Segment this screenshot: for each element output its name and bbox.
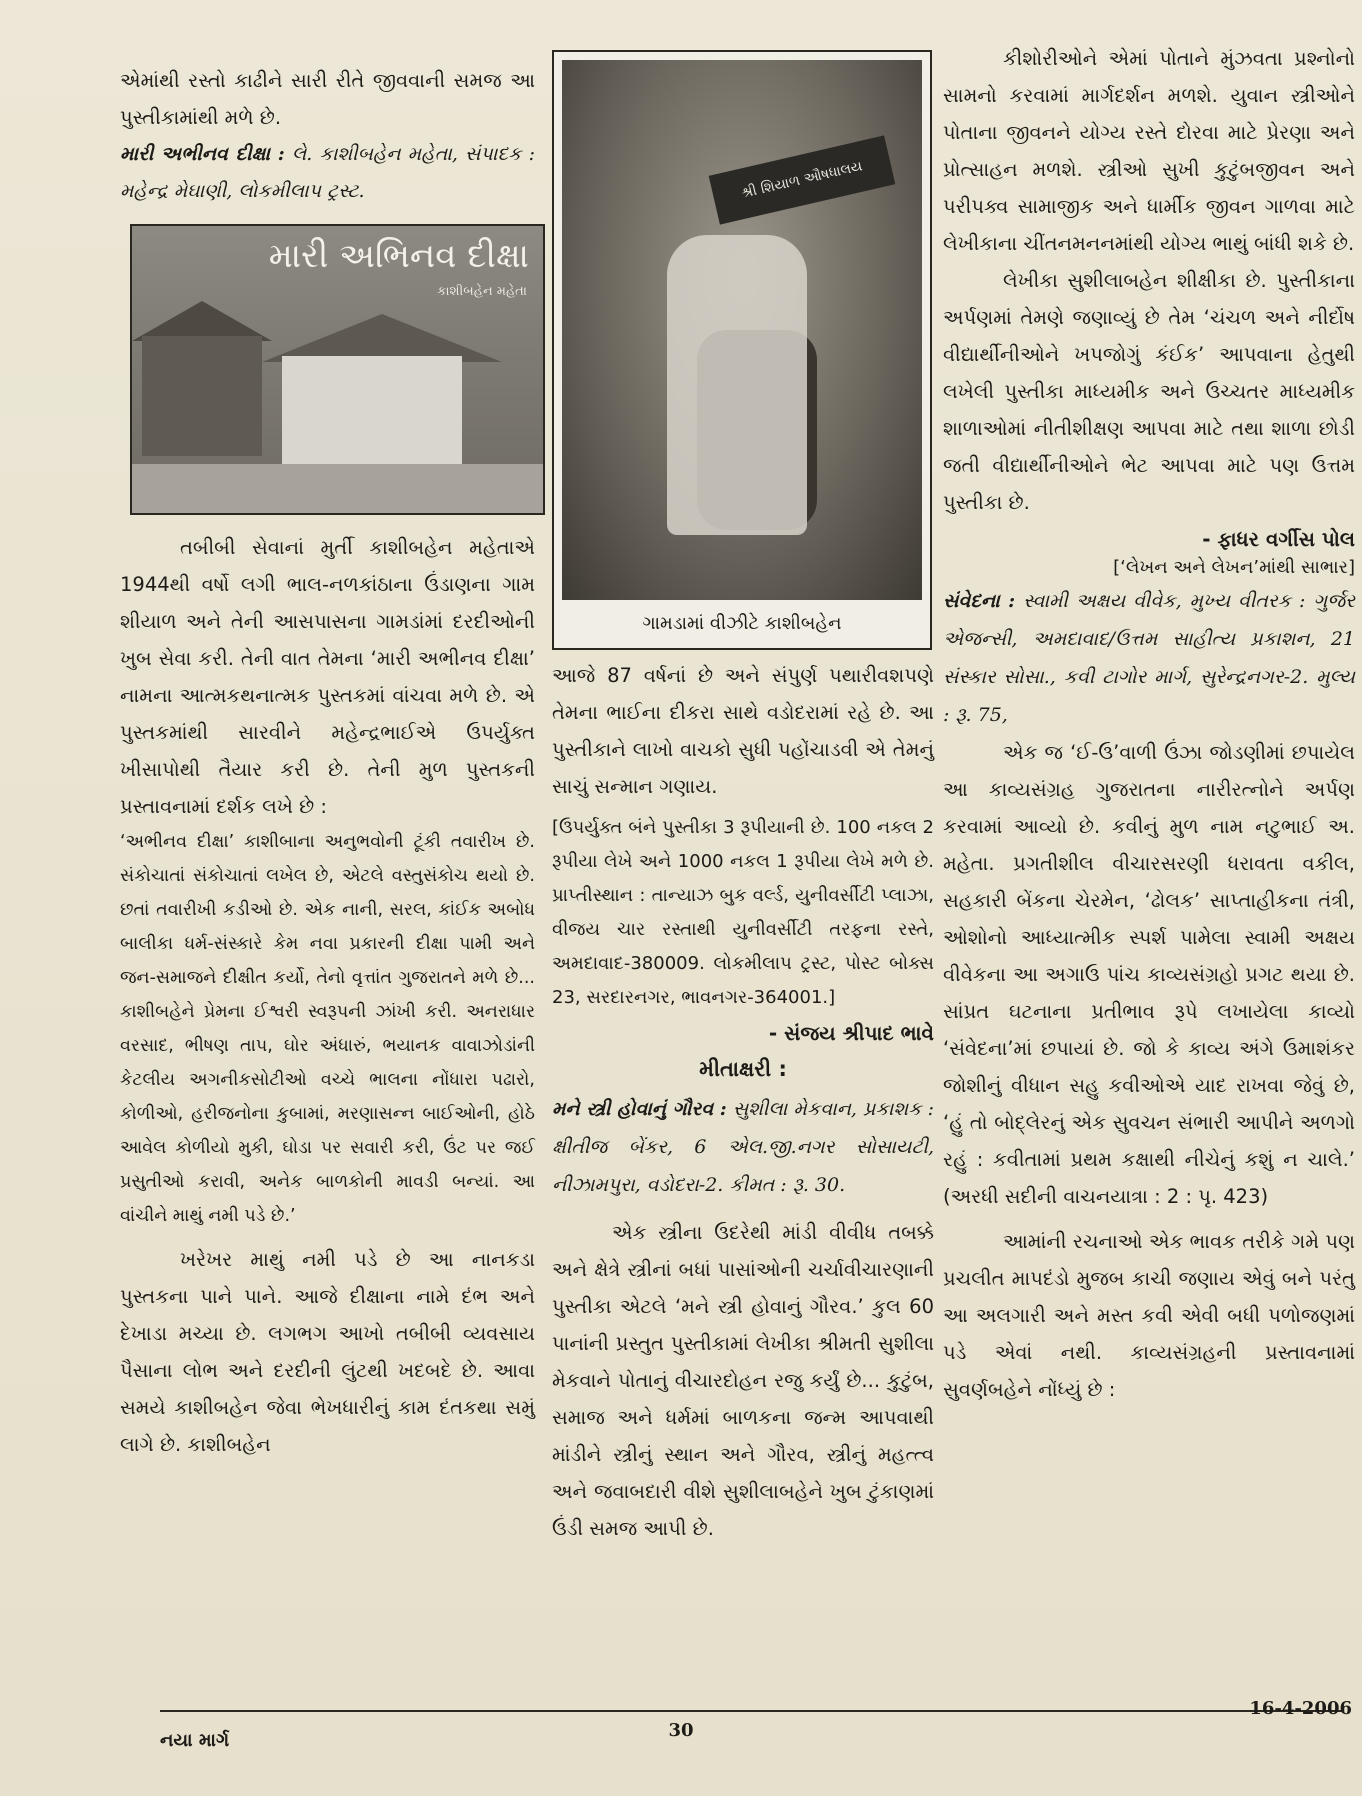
paragraph: આજે 87 વર્ષનાં છે અને સંપુર્ણ પથારીવશપણે તેમના ભાઈના દીકરા સાથે વડોદરામાં રહે છે. આ પુસ્તીકાને લાખો વાચકો સુધી પહોંચાડવી એ તેમનું સાચું સન્માન ગણાય. [552, 664, 934, 798]
hut-roof [262, 314, 502, 362]
book-entry-details: લે. કાશીબહેન મહેતા, સંપાદક : મહેન્દ્ર મેઘાણી, લોકમીલાપ ટ્રસ્ટ. [120, 143, 536, 202]
column-right [943, 40, 1355, 1408]
book-cover-author: કાશીબહેન મહેતા [437, 284, 527, 299]
book-cover-image [130, 224, 545, 515]
book-entry [552, 1090, 934, 1204]
ground [132, 464, 543, 514]
book-cover-title: મારી અભિનવ દીક્ષા [268, 236, 529, 276]
page-number: 30 [668, 1720, 694, 1741]
book-entry [943, 582, 1355, 734]
book-entry-title: સંવેદના : [943, 590, 1016, 612]
book-entry-details: સ્વામી અક્ષય વીવેક, મુખ્ય વીતરક : ગુર્જર એજન્સી, અમદાવાદ/ઉત્તમ સાહીત્ય પ્રકાશન, 21 સંસ્કાર સોસા., કવી ટાગોર માર્ગ, સુરેન્દ્રનગર-2. મુલ્ય : રૂ. 75, [943, 590, 1355, 726]
quote-paragraph: ‘અભીનવ દીક્ષા’ કાશીબાના અનુભવોની ટૂંકી તવારીખ છે. સંકોચાતાં સંકોચાતાં લખેલ છે, એટલે વસ્તુસંકોચ થયો છે. છતાં તવારીખી કડીઓ છે. એક નાની, સરલ, કાંઈક અબોધ બાલીકા ધર્મ-સંસ્કારે કેમ નવા પ્રકારની દીક્ષા પામી અને જન-સમાજને દીક્ષીત કર્યો, તેનો વૃત્તાંત ગુજરાતને મળે છે... કાશીબહેને પ્રેમના ઈશ્વરી સ્વરૂપની ઝાંખી કરી. અનરાધાર વરસાદ, ભીષણ તાપ, ઘોર અંધારું, ભયાનક વાવાઝોડાંની કેટલીય અગનીકસોટીઓ વચ્ચે ભાલના નોંધારા પઢારો, કોળીઓ, હરીજનોના કુબામાં, મરણાસન્ન બાઈઓની, હોઠે આવેલ કોળીયો મુકી, ઘોડા પર સવારી કરી, ઉંટ પર જઈ પ્રસુતીઓ કરાવી, અનેક બાળકોની માવડી બન્યાં. આ વાંચીને માથું નમી પડે છે.’ [120, 832, 535, 1226]
book-entry [120, 136, 535, 210]
dispensary-sign: શ્રી શિયાળ ઔષધાલય [709, 135, 896, 224]
photo-caption: ગામડામાં વીઝીટે કાશીબહેન [642, 613, 842, 634]
paragraph: ખરેખર માથું નમી પડે છે આ નાનકડા પુસ્તકના પાને પાને. આજે દીક્ષાના નામે દંભ અને દેખાડા મચ્યા છે. લગભગ આખો તબીબી વ્યવસાય પૈસાના લોભ અને દરદીની લુંટથી ખદબદે છે. આવા સમયે કાશીબહેન જેવા ભેખધારીનું કામ દંતકથા સમું લાગે છે. કાશીબહેન [120, 1248, 535, 1456]
book-entry-details: સુશીલા મેકવાન, પ્રકાશક : ક્ષીતીજ બેંકર, 6 એલ.જી.નગર સોસાયટી, નીઝામપુરા, વડોદરા-2. કીમત : રૂ. 30. [552, 1098, 935, 1196]
credit-line: [‘લેખન અને લેખન’માંથી સાભાર] [1113, 557, 1355, 578]
magazine-name: નયા માર્ગ [160, 1730, 230, 1751]
author-signature: - ફાધર વર્ગીસ પોલ [1202, 527, 1355, 551]
rider-shape [667, 235, 807, 535]
paragraph: આમાંની રચનાઓ એક ભાવક તરીકે ગમે પણ પ્રચલીત માપદંડો મુજબ કાચી જણાય એવું બને પરંતુ આ અલગારી અને મસ્ત કવી એવી બધી પળોજણમાં પડે એવાં નથી. કાવ્યસંગ્રહની પ્રસ્તાવનામાં સુવર્ણબહેને નોંધ્યું છે : [943, 1230, 1355, 1401]
paragraph: એમાંથી રસ્તો કાઢીને સારી રીતે જીવવાની સમજ આ પુસ્તીકામાંથી મળે છે. [120, 69, 535, 129]
author-signature: - સંજય શ્રીપાદ ભાવે [768, 1021, 934, 1045]
section-heading: મીતાક્ષરી : [699, 1057, 787, 1081]
book-entry-title: મને સ્ત્રી હોવાનું ગૌરવ : [552, 1098, 727, 1120]
column-middle [552, 657, 934, 1547]
book-entry-title: મારી અભીનવ દીક્ષા : [120, 143, 285, 165]
photo-kashiben-on-horse [562, 60, 922, 600]
hut-roof [132, 301, 272, 341]
issue-date: 16-4-2006 [1249, 1698, 1352, 1719]
paragraph: કીશોરીઓને એમાં પોતાને મુંઝવતા પ્રશ્નોનો સામનો કરવામાં માર્ગદર્શન મળશે. યુવાન સ્ત્રીઓને પોતાના જીવનને યોગ્ય રસ્તે દોરવા માટે પ્રેરણા અને પ્રોત્સાહન મળશે. સ્ત્રીઓ સુખી કુટુંબજીવન અને પરીપક્વ સામાજીક અને ધાર્મીક જીવન ગાળવા માટે લેખીકાના ચીંતનમનનમાંથી યોગ્ય ભાથું બાંધી શકે છે. [943, 47, 1355, 255]
hut [282, 356, 462, 466]
column-left [120, 40, 535, 1463]
paragraph: લેખીકા સુશીલાબહેન શીક્ષીકા છે. પુસ્તીકાના અર્પણમાં તેમણે જણાવ્યું છે તેમ ‘ચંચળ અને નીર્દોષ વીદ્યાર્થીનીઓને ખપજોગું કંઈક’ આપવાના હેતુથી લખેલી પુસ્તીકા માધ્યમીક અને ઉચ્ચતર માધ્યમીક શાળાઓમાં નીતીશીક્ષણ આપવા માટે તથા શાળા છોડી જતી વીદ્યાર્થીનીઓને ભેટ આપવા માટે પણ ઉત્તમ પુસ્તીકા છે. [943, 269, 1355, 514]
availability-note: [ઉપર્યુક્ત બંને પુસ્તીકા 3 રૂપીયાની છે. 100 નકલ 2 રૂપીયા લેખે અને 1000 નકલ 1 રૂપીયા લેખે મળે છે. પ્રાપ્તીસ્થાન : તાન્યાઝ બુક વર્લ્ડ, યુનીવર્સીટી પ્લાઝા, વીજય ચાર રસ્તાથી યુનીવર્સીટી તરફના રસ્તે, અમદાવાદ-380009. લોકમીલાપ ટ્રસ્ટ, પોસ્ટ બોક્સ 23, સરદારનગર, ભાવનગર-364001.] [552, 817, 934, 1008]
paragraph: તબીબી સેવાનાં મુર્તી કાશીબહેન મહેતાએ 1944થી વર્ષો લગી ભાલ-નળકાંઠાના ઉંડાણના ગામ શીયાળ અને તેની આસપાસના ગામડાંમાં દરદીઓની ખુબ સેવા કરી. તેની વાત તેમના ‘મારી અભીનવ દીક્ષા’ નામના આત્મકથનાત્મક પુસ્તકમાં વાંચવા મળે છે. એ પુસ્તકમાંથી સારવીને મહેન્દ્રભાઈએ ઉપર્યુક્ત ખીસાપોથી તૈયાર કરી છે. તેની મુળ પુસ્તકની પ્રસ્તાવનામાં દર્શક લખે છે : [120, 536, 535, 818]
photo-figure [552, 50, 932, 650]
hut [142, 336, 262, 456]
paragraph: એક જ ‘ઈ-ઉ’વાળી ઉંઝા જોડણીમાં છપાયેલ આ કાવ્યસંગ્રહ ગુજરાતના નારીરત્નોને અર્પણ કરવામાં આવ્યો છે. કવીનું મુળ નામ નટુભાઈ અ. મહેતા. પ્રગતીશીલ વીચારસરણી ધરાવતા વકીલ, સહકારી બેંકના ચેરમેન, ‘ઢોલક’ સાપ્તાહીકના તંત્રી, ઓશોનો આધ્યાત્મીક સ્પર્શ પામેલા સ્વામી અક્ષય વીવેકના આ અગાઉ પાંચ કાવ્યસંગ્રહો પ્રગટ થયા છે. સાંપ્રત ઘટનાના પ્રતીભાવ રૂપે લખાયેલા કાવ્યો ‘સંવેદના’માં છપાયાં છે. જો કે કાવ્ય અંગે ઉમાશંકર જોશીનું વીધાન સહુ કવીઓએ યાદ રાખવા જેવું છે, ‘હું તો બોદ્લેરનું એક સુવચન સંભારી આપીને અળગો રહું : કવીતામાં પ્રથમ કક્ષાથી નીચેનું કશું ન ચાલે.’ (અરધી સદીની વાચનયાત્રા : 2 : પૃ. 423) [943, 741, 1355, 1208]
paragraph: એક સ્ત્રીના ઉદરેથી માંડી વીવીધ તબક્કે અને ક્ષેત્રે સ્ત્રીનાં બધાં પાસાંઓની ચર્ચાવીચારણાની પુસ્તીકા એટલે ‘મને સ્ત્રી હોવાનું ગૌરવ.’ કુલ 60 પાનાંની પ્રસ્તુત પુસ્તીકામાં લેખીકા શ્રીમતી સુશીલા મેકવાને પોતાનું વીચારદોહન રજુ કર્યું છે... કુટુંબ, સમાજ અને ધર્મમાં બાળકના જન્મ આપવાથી માંડીને સ્ત્રીનું સ્થાન અને ગૌરવ, સ્ત્રીનું મહત્ત્વ અને જવાબદારી વીશે સુશીલાબહેને ખુબ ટુંકાણમાં ઉંડી સમજ આપી છે. [552, 1221, 934, 1540]
footer-rule [160, 1710, 1342, 1712]
